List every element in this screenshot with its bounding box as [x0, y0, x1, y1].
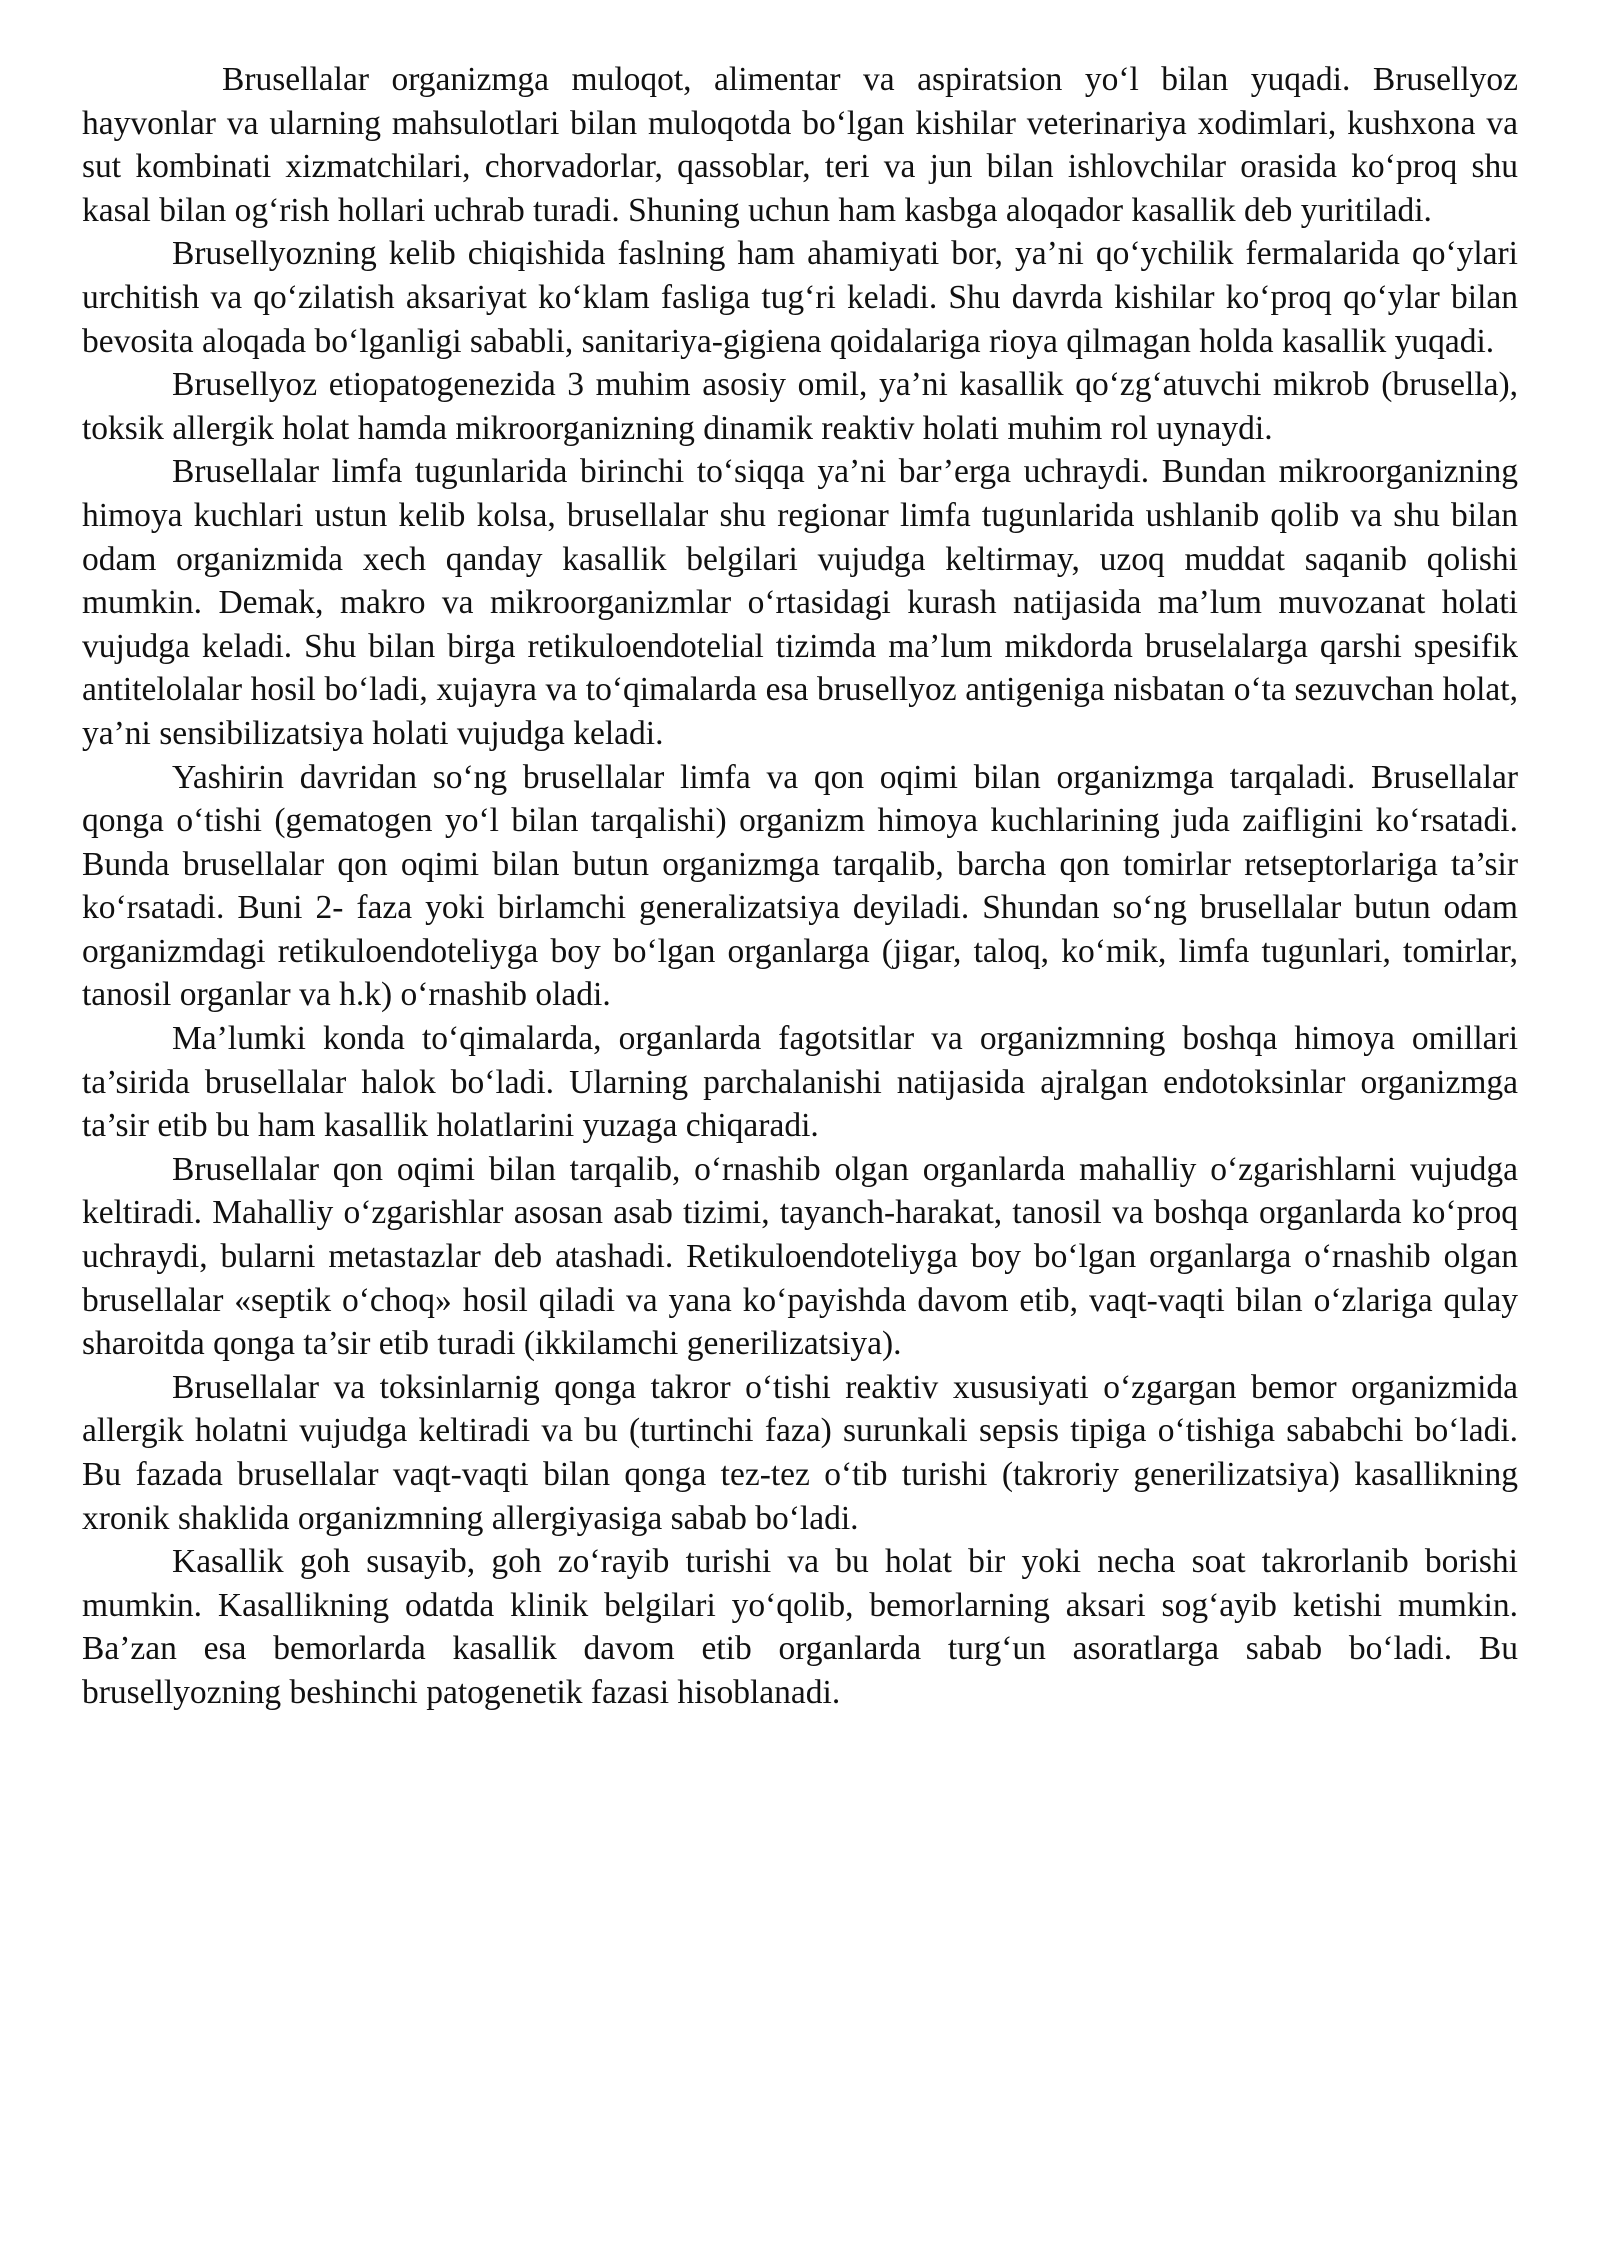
- paragraph-metastases: Brusellalar qon oqimi bilan tarqalib, o‘rnashib olgan organlarda mahalliy o‘zgarishlarni vujudga keltiradi. Mahalliy o‘zgarishlar asosan asab tizimi, tayanch-harakat, tanosil va boshqa organlarda ko‘proq uchraydi, bularni metastazlar deb atashadi. Retikuloendoteliyga boy bo‘lgan organlarga o‘rnashib olgan brusellalar «septik o‘choq» hosil qiladi va yana ko‘payishda davom etib, vaqt-vaqti bilan o‘zlariga qulay sharoitda qonga ta’sir etib turadi (ikkilamchi generilizatsiya).: [82, 1150, 1518, 1363]
- paragraph-fifth-phase: Kasallik goh susayib, goh zo‘rayib turishi va bu holat bir yoki necha soat takrorlanib borishi mumkin. Kasallikning odatda klinik belgilari yo‘qolib, bemorlarning aksari sog‘ayib ketishi mumkin. Ba’zan esa bemorlarda kasallik davom etib organlarda turg‘un asoratlarga sabab bo‘ladi. Bu brusellyozning beshinchi patogenetik fazasi hisoblanadi.: [82, 1543, 1518, 1711]
- paragraph-etiopathogenesis: Brusellyoz etiopatogenezida 3 muhim asosiy omil, ya’ni kasallik qo‘zg‘atuvchi mikrob (brusella), toksik allergik holat hamda mikroorganizning dinamik reaktiv holati muhim rol uynaydi.: [82, 366, 1518, 447]
- paragraph-lymph-barrier: Brusellalar limfa tugunlarida birinchi to‘siqqa ya’ni bar’erga uchraydi. Bundan mikroorganizning himoya kuchlari ustun kelib kolsa, brusellalar shu regionar limfa tugunlarida ushlanib qolib va shu bilan odam organizmida xech qanday kasallik belgilari vujudga keltirmay, uzoq muddat saqanib qolishi mumkin. Demak, makro va mikroorganizmlar o‘rtasidagi kurash natijasida ma’lum muvozanat holati vujudga keladi. Shu bilan birga retikuloendotelial tizimda ma’lum mikdorda bruselalarga qarshi spesifik antitelolalar hosil bo‘ladi, xujayra va to‘qimalarda esa brusellyoz antigeniga nisbatan o‘ta sezuvchan holat, ya’ni sensibilizatsiya holati vujudga keladi.: [82, 453, 1518, 752]
- document-page: [82, 58, 1518, 1715]
- paragraph-allergic-phase: Brusellalar va toksinlarnig qonga takror o‘tishi reaktiv xususiyati o‘zgargan bemor organizmida allergik holatni vujudga keltiradi va bu (turtinchi faza) surunkali sepsis tipiga o‘tishiga sababchi bo‘ladi. Bu fazada brusellalar vaqt-vaqti bilan qonga tez-tez o‘tib turishi (takroriy generilizatsiya) kasallikning xronik shaklida organizmning allergiyasiga sabab bo‘ladi.: [82, 1368, 1518, 1537]
- paragraph-seasonality: Brusellyozning kelib chiqishida faslning ham ahamiyati bor, ya’ni qo‘ychilik fermalarida qo‘ylari urchitish va qo‘zilatish aksariyat ko‘klam fasliga tug‘ri keladi. Shu davrda kishilar ko‘proq qo‘ylar bilan bevosita aloqada bo‘lganligi sababli, sanitariya-gigiena qoidalariga rioya qilmagan holda kasallik yuqadi.: [82, 235, 1518, 360]
- paragraph-endotoxins: Ma’lumki konda to‘qimalarda, organlarda fagotsitlar va organizmning boshqa himoya omillari ta’sirida brusellalar halok bo‘ladi. Ularning parchalanishi natijasida ajralgan endotoksinlar organizmga ta’sir etib bu ham kasallik holatlarini yuzaga chiqaradi.: [82, 1020, 1518, 1145]
- paragraph-primary-generalization: Yashirin davridan so‘ng brusellalar limfa va qon oqimi bilan organizmga tarqaladi. Brusellalar qonga o‘tishi (gematogen yo‘l bilan tarqalishi) organizm himoya kuchlarining juda zaifligini ko‘rsatadi. Bunda brusellalar qon oqimi bilan butun organizmga tarqalib, barcha qon tomirlar retseptorlariga ta’sir ko‘rsatadi. Buni 2- faza yoki birlamchi generalizatsiya deyiladi. Shundan so‘ng brusellalar butun odam organizmdagi retikuloendoteliyga boy bo‘lgan organlarga (jigar, taloq, ko‘mik, limfa tugunlari, tomirlar, tanosil organlar va h.k) o‘rnashib oladi.: [82, 758, 1518, 1014]
- paragraph-transmission: Brusellalar organizmga muloqot, alimentar va aspiratsion yo‘l bilan yuqadi. Brusellyoz hayvonlar va ularning mahsulotlari bilan muloqotda bo‘lgan kishilar veterinariya xodimlari, kushxona va sut kombinati xizmatchilari, chorvadorlar, qassoblar, teri va jun bilan ishlovchilar orasida ko‘proq shu kasal bilan og‘rish hollari uchrab turadi. Shuning uchun ham kasbga aloqador kasallik deb yuritiladi.: [82, 61, 1518, 229]
